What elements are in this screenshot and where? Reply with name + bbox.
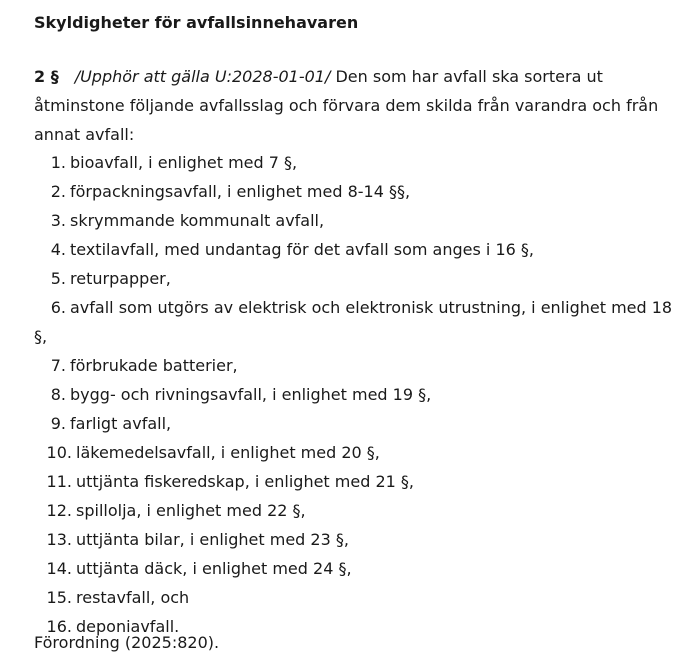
list-item-number: 8. [50, 385, 66, 404]
list-item-text: läkemedelsavfall, i enlighet med 20 §, [76, 443, 380, 462]
list-item-number: 9. [50, 414, 66, 433]
list-item-number: 3. [50, 211, 66, 230]
list-item-number: 13. [46, 530, 72, 549]
list-item-number: 12. [46, 501, 72, 520]
list-item [34, 496, 694, 525]
list-item [34, 525, 694, 554]
list-item-number: 2. [50, 182, 66, 201]
list-item-number: 5. [50, 269, 66, 288]
list-item [34, 264, 694, 293]
list-item [34, 467, 694, 496]
list-item-continuation: §, [34, 327, 48, 346]
list-item-number: 14. [46, 559, 72, 578]
list-item-text: avfall som utgörs av elektrisk och elektronisk utrustning, i enlighet med 18 [70, 298, 673, 317]
waste-category-list [34, 148, 694, 641]
list-item [34, 554, 694, 583]
list-item [34, 438, 694, 467]
list-item-text: returpapper, [70, 269, 171, 288]
list-item-number: 16. [46, 617, 72, 636]
list-item-text: bioavfall, i enlighet med 7 §, [70, 153, 298, 172]
validity-status: /Upphör att gälla U:2028-01-01/ [74, 67, 331, 86]
list-item [34, 177, 694, 206]
list-item-text: deponiavfall. [76, 617, 180, 636]
list-item-text: restavfall, och [76, 588, 190, 607]
section-number: 2 § [34, 67, 59, 86]
list-item-text: skrymmande kommunalt avfall, [70, 211, 325, 230]
list-item [34, 583, 694, 612]
list-item-number: 7. [50, 356, 66, 375]
list-item-number: 6. [50, 298, 66, 317]
list-item [34, 409, 694, 438]
section-heading: Skyldigheter för avfallsinnehavaren [34, 13, 359, 32]
paragraph-line-1 [34, 62, 684, 91]
list-item [34, 293, 694, 351]
list-item-number: 1. [50, 153, 66, 172]
amendment-reference: Förordning (2025:820). [34, 633, 220, 652]
list-item-number: 11. [46, 472, 72, 491]
paragraph-line-3: annat avfall: [34, 125, 135, 144]
list-item-text: förpackningsavfall, i enlighet med 8-14 §§, [70, 182, 411, 201]
list-item-text: spillolja, i enlighet med 22 §, [76, 501, 306, 520]
list-item-number: 15. [46, 588, 72, 607]
list-item-text: farligt avfall, [70, 414, 172, 433]
list-item-number: 4. [50, 240, 66, 259]
list-item [34, 235, 694, 264]
paragraph-line-2: åtminstone följande avfallsslag och förvara dem skilda från varandra och från [34, 96, 659, 115]
list-item-text: textilavfall, med undantag för det avfall som anges i 16 §, [70, 240, 534, 259]
list-item-text: förbrukade batterier, [70, 356, 238, 375]
list-item-text: bygg- och rivningsavfall, i enlighet med 19 §, [70, 385, 432, 404]
list-item-number: 10. [46, 443, 72, 462]
list-item [34, 351, 694, 380]
list-item [34, 148, 694, 177]
section-paragraph [34, 62, 684, 149]
list-item-text: uttjänta fiskeredskap, i enlighet med 21 §, [76, 472, 414, 491]
list-item-text: uttjänta bilar, i enlighet med 23 §, [76, 530, 349, 549]
intro-text-1: Den som har avfall ska sortera ut [335, 67, 603, 86]
list-item [34, 380, 694, 409]
list-item-text: uttjänta däck, i enlighet med 24 §, [76, 559, 352, 578]
list-item [34, 206, 694, 235]
